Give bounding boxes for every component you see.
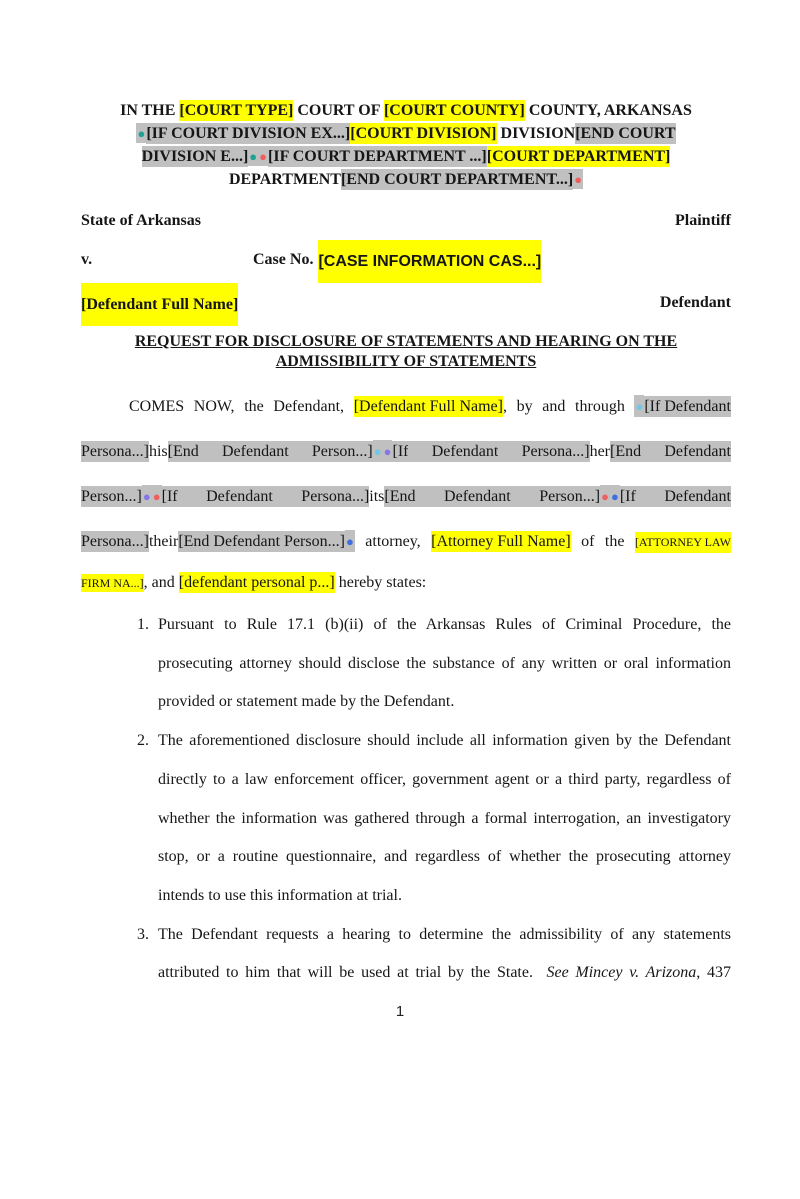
conditional-field-text: Person...] — [539, 488, 601, 505]
conditional-field-gap — [408, 441, 431, 462]
conditional-field-text: Persona...] — [301, 488, 370, 505]
justify-space — [571, 533, 581, 550]
conditional-field-gap — [498, 441, 521, 462]
marker-dot-blue: ● — [345, 530, 355, 552]
caption-row-plaintiff — [81, 201, 731, 240]
text-run: COURT OF — [293, 102, 384, 119]
justify-space — [594, 533, 604, 550]
conditional-field-gap — [273, 486, 302, 507]
marker-dot-red: ● — [258, 146, 268, 166]
conditional-field-gap — [511, 486, 540, 507]
list-item-number: 3. — [137, 925, 149, 943]
conditional-field-text: Defendant — [444, 488, 511, 505]
page-number: 1 — [395, 1003, 405, 1020]
conditional-field-gap — [178, 486, 207, 507]
text-run: NOW, — [193, 398, 235, 415]
justify-space — [624, 533, 634, 550]
text-run: its — [369, 488, 385, 505]
conditional-field-text: Persona...] — [81, 533, 149, 550]
text-run: the — [244, 398, 264, 415]
text-run: The Defendant requests a hearing to determine the admissibility of any statements attributed to him that will be used at trial by the State. — [158, 925, 731, 982]
text-run: See Mincey v. Arizona — [546, 964, 697, 982]
text-run: COUNTY, ARKANSAS — [524, 102, 692, 119]
merge-field: [COURT DIVISION] — [350, 125, 497, 142]
conditional-field-gap — [199, 441, 222, 462]
numbered-list — [81, 606, 731, 993]
text-run: hereby states: — [334, 574, 427, 591]
list-item-3 — [81, 916, 731, 993]
conditional-field-text: [If — [392, 443, 409, 460]
text-run: attorney, — [365, 533, 421, 550]
text-run: the — [604, 533, 625, 550]
conditional-field-text: Defendant — [664, 443, 731, 460]
text-run: Pursuant to Rule 17.1 (b)(ii) of the Arkansas Rules of Criminal Procedure, the prosecuting attorney should disclose the substance of any written or oral information provided or statement made by the Defendant. — [158, 616, 731, 711]
list-item-2 — [81, 722, 731, 916]
justify-space — [421, 533, 431, 550]
conditional-field-text: Defendant — [664, 488, 731, 505]
text-run: , 437 — [696, 964, 732, 982]
conditional-field-text: [IF COURT DEPARTMENT ...] — [268, 148, 487, 165]
conditional-field-text: [END COURT DEPARTMENT...] — [340, 171, 574, 188]
court-header-line — [81, 99, 731, 122]
merge-field: [COURT TYPE] — [179, 102, 294, 119]
marker-dot-purple: ● — [383, 440, 393, 462]
marker-dot-teal: ● — [248, 146, 258, 166]
case-no-label: Case No. — [253, 251, 314, 268]
justify-space — [184, 398, 194, 415]
text-run: IN THE — [120, 102, 180, 119]
conditional-field-text: [End — [610, 443, 642, 460]
text-run: his — [148, 443, 168, 460]
merge-field-case-number: [CASE INFORMATION CAS...] — [318, 240, 541, 283]
text-run: and — [542, 398, 566, 415]
document-title-line2: ADMISSIBILITY OF STATEMENTS — [275, 353, 537, 370]
justify-space — [355, 533, 365, 550]
text-run: through — [575, 398, 625, 415]
justify-space — [507, 398, 517, 415]
caption-row-case-number — [81, 240, 731, 283]
comes-now-paragraph — [81, 380, 731, 606]
text-run: COMES — [129, 398, 185, 415]
justify-space — [565, 398, 575, 415]
court-header-line — [81, 145, 731, 168]
paragraph-line — [81, 560, 731, 606]
paragraph-line — [81, 380, 731, 425]
conditional-field-gap — [641, 441, 664, 462]
conditional-field-text: Persona...] — [521, 443, 590, 460]
paragraph-line — [81, 470, 731, 515]
justify-space — [533, 398, 543, 415]
conditional-field-text: Defendant — [431, 443, 499, 460]
court-header-line — [81, 168, 731, 191]
justify-space — [625, 398, 635, 415]
conditional-field-text: Defendant — [222, 443, 289, 460]
caption-row-defendant — [81, 283, 731, 326]
justify-space — [264, 398, 274, 415]
text-run: by — [516, 398, 533, 415]
list-item-number: 2. — [137, 732, 149, 750]
conditional-field-gap — [416, 486, 445, 507]
merge-field: [Defendant Full Name] — [353, 398, 503, 415]
marker-dot-purple: ● — [142, 485, 152, 507]
justify-space — [344, 398, 354, 415]
conditional-field-text: Person...] — [81, 488, 142, 505]
plaintiff-role-label: Plaintiff — [675, 212, 731, 229]
merge-field: [COURT COUNTY] — [383, 102, 525, 119]
merge-field: [defendant personal p...] — [178, 574, 335, 591]
justify-space — [235, 398, 245, 415]
list-item-text — [158, 722, 731, 916]
conditional-field-text: DIVISION E...] — [141, 148, 249, 165]
text-run: , and — [143, 574, 179, 591]
paragraph-line — [81, 425, 731, 470]
marker-dot-skyblue: ● — [634, 395, 644, 417]
conditional-field-text: [IF COURT DIVISION EX...] — [146, 125, 351, 142]
text-run: DIVISION — [496, 125, 576, 142]
merge-field: [Attorney Full Name] — [431, 533, 571, 550]
conditional-field-gap — [289, 441, 312, 462]
marker-dot-red: ● — [573, 169, 583, 189]
conditional-field-text: [END COURT — [575, 125, 676, 142]
marker-dot-red: ● — [152, 485, 162, 507]
conditional-field-text: Persona...] — [81, 443, 149, 460]
marker-dot-teal: ● — [136, 123, 146, 143]
conditional-field-text: [If — [161, 488, 178, 505]
conditional-field-text: [End — [167, 443, 199, 460]
list-item-number: 1. — [137, 616, 149, 633]
conditional-field-text: [End Defendant Person...] — [178, 533, 345, 550]
document-title-line1: REQUEST FOR DISCLOSURE OF STATEMENTS AND HEARING ON THE — [134, 333, 678, 350]
list-item-text — [158, 916, 731, 993]
text-run: The aforementioned disclosure should include all information given by the Defendant directly to a law enforcement officer, government agent or a third party, regardless of whether the information was gathered through a formal interrogation, an investigatory stop, or a routine questionnaire, and regardless of whether the prosecuting attorney intends to use this information at trial. — [158, 732, 731, 904]
merge-field: FIRM NA...] — [81, 576, 144, 590]
text-run: , — [502, 398, 507, 415]
marker-dot-skyblue: ● — [373, 440, 383, 462]
merge-field: [COURT DEPARTMENT] — [486, 148, 671, 165]
conditional-field-text: [End — [384, 488, 416, 505]
conditional-field-text: [If Defendant — [644, 398, 731, 415]
text-run: their — [148, 533, 179, 550]
document-title — [81, 332, 731, 372]
list-item-text — [158, 606, 731, 722]
marker-dot-red: ● — [600, 485, 610, 507]
merge-field: [ATTORNEY LAW — [635, 532, 731, 553]
text-run: of — [581, 533, 595, 550]
justify-space — [81, 398, 129, 415]
text-run: her — [589, 443, 610, 460]
conditional-field-text: Defendant — [206, 488, 273, 505]
text-run: DEPARTMENT — [228, 171, 341, 188]
conditional-field-text: [If — [619, 488, 636, 505]
versus-label: v. — [81, 251, 93, 268]
text-run: Defendant, — [273, 398, 345, 415]
conditional-field-gap — [636, 486, 665, 507]
marker-dot-blue: ● — [610, 485, 620, 507]
court-header-line — [81, 122, 731, 145]
plaintiff-name: State of Arkansas — [81, 212, 202, 229]
list-item-1 — [81, 606, 731, 722]
conditional-field-text: Person...] — [311, 443, 373, 460]
paragraph-line — [81, 515, 731, 560]
defendant-role-label: Defendant — [659, 294, 731, 311]
merge-field-defendant-name: [Defendant Full Name] — [81, 283, 238, 326]
case-caption — [81, 201, 731, 326]
court-header — [81, 99, 731, 191]
